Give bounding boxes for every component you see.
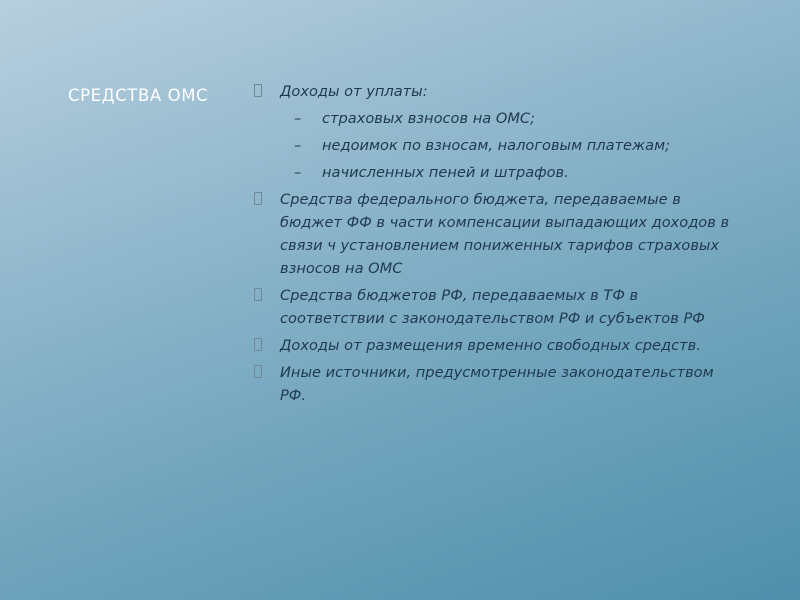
list-item bbox=[254, 334, 734, 357]
sub-list-item-text: начисленных пеней и штрафов. bbox=[322, 164, 569, 181]
list-item-text: Доходы от размещения временно свободных средств. bbox=[280, 337, 701, 354]
list-item-text: Доходы от уплаты: bbox=[280, 83, 428, 100]
sub-list-item-text: страховых взносов на ОМС; bbox=[322, 110, 536, 127]
bullet-box-icon bbox=[254, 365, 262, 378]
bullet-box-icon bbox=[254, 192, 262, 205]
list-item bbox=[254, 361, 734, 407]
sub-list bbox=[280, 107, 734, 184]
sub-list-item bbox=[280, 134, 734, 157]
bullet-box-icon bbox=[254, 84, 262, 97]
list-item-text: Иные источники, предусмотренные законодательством РФ. bbox=[280, 364, 714, 404]
sub-list-item bbox=[280, 161, 734, 184]
dash-icon: – bbox=[294, 164, 302, 181]
dash-icon: – bbox=[294, 110, 302, 127]
bullet-list bbox=[254, 80, 734, 411]
dash-icon: – bbox=[294, 137, 302, 154]
bullet-box-icon bbox=[254, 338, 262, 351]
list-item-text: Средства бюджетов РФ, передаваемых в ТФ в соответствии с законодательством РФ и субъектов РФ bbox=[280, 287, 705, 327]
sub-list-item bbox=[280, 107, 734, 130]
slide-title: СРЕДСТВА ОМС bbox=[68, 86, 209, 105]
bullet-box-icon bbox=[254, 288, 262, 301]
list-item bbox=[254, 80, 734, 184]
list-item-text: Средства федерального бюджета, передаваемые в бюджет ФФ в части компенсации выпадающих доходов в связи ч установлением пониженных тарифов страховых взносов на ОМС bbox=[280, 191, 730, 277]
list-item bbox=[254, 284, 734, 330]
list-item bbox=[254, 188, 734, 280]
sub-list-item-text: недоимок по взносам, налоговым платежам; bbox=[322, 137, 671, 154]
